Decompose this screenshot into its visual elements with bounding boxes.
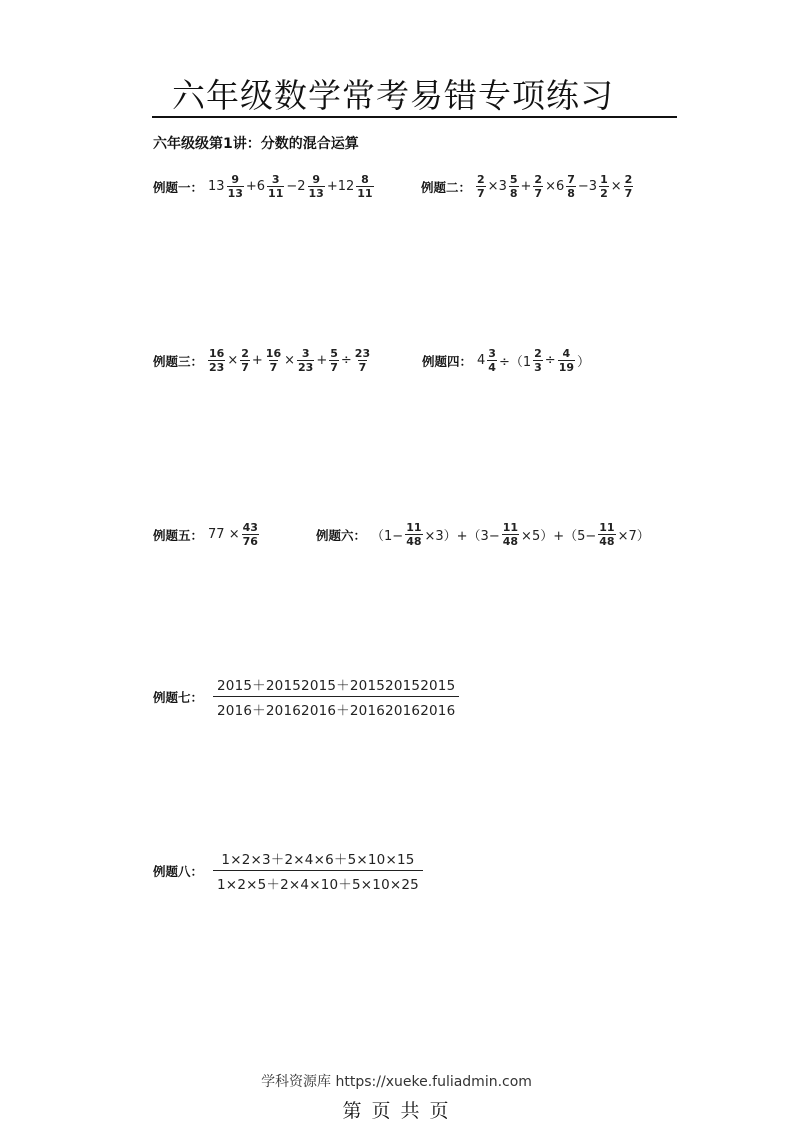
denominator: 23 xyxy=(298,361,314,374)
problem-label: 例题六： xyxy=(316,527,367,543)
fraction xyxy=(354,348,371,373)
denominator: 3 xyxy=(534,361,542,374)
numerator: 3 xyxy=(301,347,310,360)
numerator: 2 xyxy=(534,173,543,186)
operator-term: ×3 xyxy=(487,179,507,194)
denominator: 8 xyxy=(509,187,518,200)
fraction xyxy=(329,348,339,373)
fraction xyxy=(598,522,615,547)
numerator: 11 xyxy=(502,521,519,534)
problem-label: 例题七： xyxy=(153,689,204,705)
whole-number: 13 xyxy=(208,179,225,194)
big-fraction xyxy=(213,848,423,893)
fraction xyxy=(356,174,373,199)
operator-term: × xyxy=(284,353,296,368)
whole-number: 4 xyxy=(477,353,486,368)
denominator: 11 xyxy=(357,187,373,200)
numerator: 16 xyxy=(265,347,282,360)
operator-term: ×7） xyxy=(617,529,650,544)
fraction xyxy=(208,348,225,373)
denominator: 7 xyxy=(358,361,367,374)
numerator: 9 xyxy=(231,173,240,186)
operator-term: 77 × xyxy=(208,527,240,542)
problem-7 xyxy=(153,674,459,719)
fraction xyxy=(242,522,259,547)
numerator: 11 xyxy=(599,521,615,534)
problem-2 xyxy=(421,174,634,199)
numerator: 2 xyxy=(624,173,633,186)
denominator: 19 xyxy=(558,361,574,374)
denominator: 13 xyxy=(308,187,324,200)
operator-term: （1− xyxy=(371,529,404,544)
problem-3 xyxy=(153,348,372,373)
fraction xyxy=(599,174,609,199)
operator-term: + xyxy=(251,353,263,368)
denominator: 4 xyxy=(488,361,496,374)
operator-term: + xyxy=(316,353,328,368)
numerator: 9 xyxy=(312,173,321,186)
operator-term: ） xyxy=(577,355,591,370)
operator-term: +12 xyxy=(326,179,355,194)
denominator: 7 xyxy=(477,187,485,200)
denominator: 48 xyxy=(406,535,422,548)
problem-1 xyxy=(153,174,375,199)
problem-8 xyxy=(153,848,423,893)
problem-label: 例题五： xyxy=(153,527,204,543)
operator-term: ÷ xyxy=(544,353,556,368)
numerator: 7 xyxy=(567,173,575,186)
numerator: 1×2×3＋2×4×6＋5×10×15 xyxy=(221,852,415,868)
fraction xyxy=(624,174,634,199)
operator-term: −2 xyxy=(286,179,306,194)
fraction xyxy=(405,522,422,547)
problem-label: 例题二： xyxy=(421,179,472,195)
numerator: 2 xyxy=(534,347,542,360)
denominator: 48 xyxy=(599,535,615,548)
numerator: 11 xyxy=(406,521,422,534)
denominator: 1×2×5＋2×4×10＋5×10×25 xyxy=(213,870,423,893)
problem-label: 例题八： xyxy=(153,863,204,879)
big-fraction xyxy=(213,674,459,719)
denominator: 2016＋20162016＋201620162016 xyxy=(213,696,459,719)
footer-source-link[interactable]: 学科资源库 https://xueke.fuliadmin.com xyxy=(261,1074,532,1090)
operator-term: × xyxy=(610,179,622,194)
denominator: 7 xyxy=(624,187,633,200)
fraction xyxy=(476,174,486,199)
denominator: 7 xyxy=(330,361,338,374)
numerator: 16 xyxy=(209,347,225,360)
denominator: 7 xyxy=(241,361,249,374)
denominator: 7 xyxy=(269,361,278,374)
problem-5 xyxy=(153,522,260,547)
denominator: 2 xyxy=(600,187,608,200)
footer-page-number: 第 页 共 页 xyxy=(342,1100,451,1122)
operator-term: +6 xyxy=(245,179,266,194)
problem-4 xyxy=(422,348,591,373)
numerator: 3 xyxy=(488,347,496,360)
fraction xyxy=(509,174,519,199)
numerator: 2 xyxy=(241,347,249,360)
fraction xyxy=(240,348,250,373)
denominator: 76 xyxy=(242,535,258,548)
numerator: 8 xyxy=(361,173,369,186)
fraction xyxy=(267,174,284,199)
operator-term: ×6 xyxy=(545,179,565,194)
fraction xyxy=(502,522,519,547)
fraction xyxy=(533,174,543,199)
page-title: 六年级数学常考易错专项练习 xyxy=(172,76,614,115)
numerator: 23 xyxy=(354,347,371,360)
numerator: 4 xyxy=(562,347,571,360)
denominator: 11 xyxy=(268,187,284,200)
operator-term: ÷ xyxy=(340,353,352,368)
title-underline xyxy=(152,116,677,118)
fraction xyxy=(558,348,575,373)
numerator: 1 xyxy=(600,173,608,186)
operator-term: −3 xyxy=(577,179,598,194)
denominator: 7 xyxy=(534,187,543,200)
numerator: 5 xyxy=(330,347,338,360)
fraction xyxy=(308,174,325,199)
operator-term: + xyxy=(520,179,532,194)
fraction xyxy=(265,348,282,373)
operator-term: ×3）+（3− xyxy=(424,529,500,544)
numerator: 43 xyxy=(242,521,258,534)
operator-term: ÷（1 xyxy=(498,355,532,370)
problem-label: 例题一： xyxy=(153,179,204,195)
operator-term: ×5）+（5− xyxy=(521,529,597,544)
numerator: 2 xyxy=(477,173,485,186)
numerator: 3 xyxy=(271,173,280,186)
fraction xyxy=(227,174,244,199)
problem-6 xyxy=(316,522,651,547)
denominator: 8 xyxy=(567,187,575,200)
numerator: 2015＋20152015＋201520152015 xyxy=(217,678,456,694)
problem-label: 例题三： xyxy=(153,353,204,369)
denominator: 23 xyxy=(209,361,225,374)
fraction xyxy=(487,348,497,373)
fraction xyxy=(566,174,576,199)
operator-term: × xyxy=(227,353,239,368)
denominator: 13 xyxy=(227,187,243,200)
fraction xyxy=(533,348,543,373)
numerator: 5 xyxy=(509,173,518,186)
denominator: 48 xyxy=(502,535,519,548)
problem-label: 例题四： xyxy=(422,353,473,369)
lesson-subtitle: 六年级级第1讲：分数的混合运算 xyxy=(153,136,359,152)
fraction xyxy=(297,348,314,373)
